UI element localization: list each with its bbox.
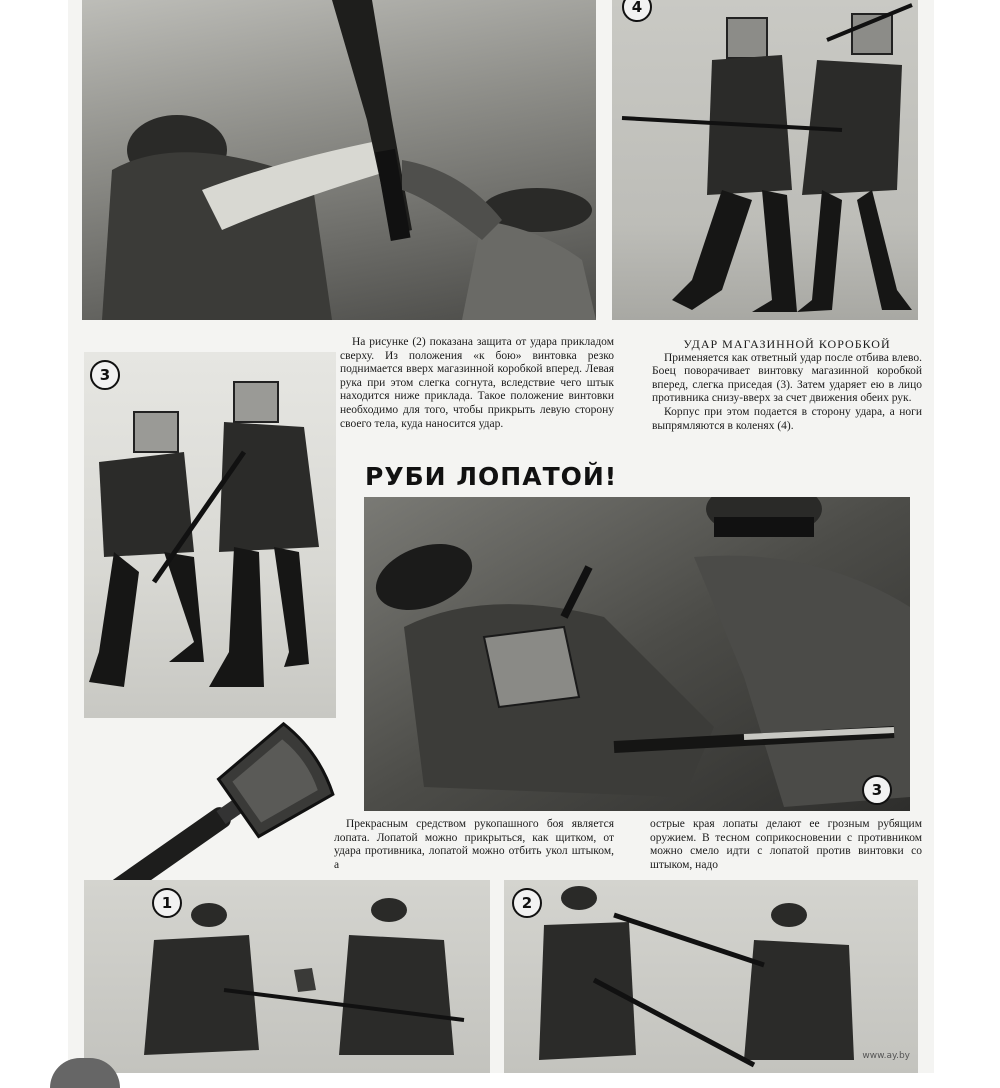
photo-2-shovel-strike — [504, 880, 918, 1073]
caption-magazine-strike-p1: Применяется как ответный удар после отбива влево. Боец поворачивает винтовку магазинной коробкой вперед, слегка приседая (3). Затем ударяет ею в лицо противника снизу-вверх за счет движения обеих рук. — [652, 351, 922, 405]
caption-magazine-strike-p2: Корпус при этом подается в сторону удара, а ноги выпрямляются в коленях (4). — [652, 405, 922, 432]
photo-rifle-defense — [82, 0, 596, 320]
caption-magazine-strike — [652, 338, 922, 433]
caption-rifle-defense-text: На рисунке (2) показана защита от удара прикладом сверху. Из положения «к бою» винтовка резко поднимается вверх магазинной коробкой вперед. Левая рука при этом слегка согнута, вследствие чего штык находится ниже приклада. Такое положение винтовки необходимо для того, чтобы прикрыть левую сторону своего тела, куда наносится удар. — [340, 336, 614, 430]
photo-2-illustration — [504, 880, 918, 1073]
caption-shovel-right — [650, 818, 922, 872]
photo-4-illustration — [612, 0, 918, 320]
badge-photo-1: 1 — [152, 888, 182, 918]
photo-shovel-fight — [364, 497, 910, 811]
badge-photo-4: 4 — [622, 0, 652, 22]
badge-photo-3-shovel: 3 — [862, 775, 892, 805]
caption-shovel-left — [334, 818, 614, 872]
headline: РУБИ ЛОПАТОЙ! — [365, 462, 618, 491]
badge-photo-3-left: 3 — [90, 360, 120, 390]
caption-shovel-right-text: острые края лопаты делают ее грозным рубящим оружием. В тесном соприкосновении с противником можно смело идти с лопатой против винтовки со штыком, надо — [650, 818, 922, 871]
caption-magazine-strike-title: УДАР МАГАЗИННОЙ КОРОБКОЙ — [683, 337, 891, 351]
photo-rifle-defense-illustration — [82, 0, 596, 320]
photo-4-magazine-strike — [612, 0, 918, 320]
caption-rifle-defense — [340, 336, 614, 431]
badge-photo-2: 2 — [512, 888, 542, 918]
photo-1-illustration — [84, 880, 490, 1073]
photo-1-shovel-parry — [84, 880, 490, 1073]
magazine-page — [68, 0, 934, 1073]
photo-shovel-illustration — [364, 497, 910, 811]
photo-3-illustration — [84, 352, 336, 718]
watermark: www.ay.by — [862, 1051, 910, 1061]
photo-3-parry — [84, 352, 336, 718]
caption-shovel-left-text: Прекрасным средством рукопашного боя является лопата. Лопатой можно прикрыться, как щитком, от удара противника, лопатой можно отбить укол штыком, а — [334, 818, 614, 871]
